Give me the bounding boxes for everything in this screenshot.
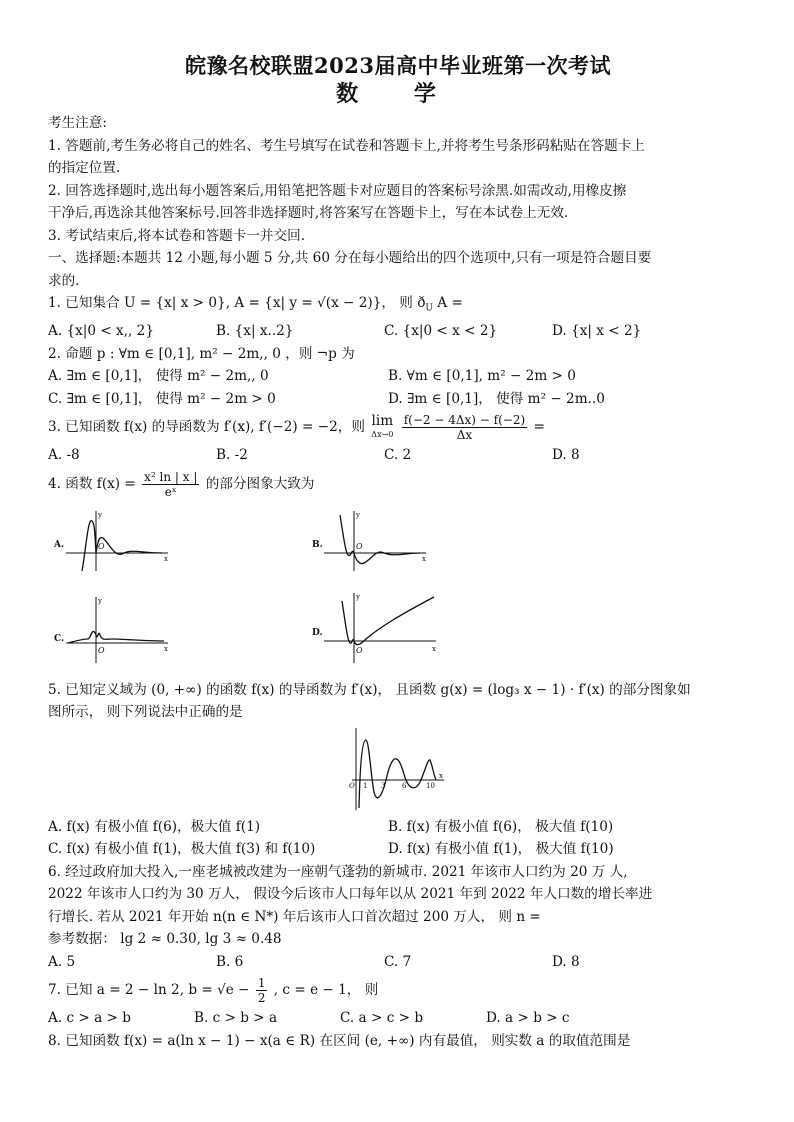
notice-block	[48, 112, 748, 247]
option-d[interactable]: D. {x| x < 2}	[552, 323, 642, 340]
option-a[interactable]: A. ∃m ∈ [0,1]， 使得 m² − 2m,, 0	[48, 368, 269, 385]
tick-label: 10	[426, 781, 435, 790]
option-c[interactable]: C. a > c > b	[340, 1010, 424, 1027]
question-1-options	[48, 320, 748, 343]
notice-line: 的指定位置.	[48, 160, 121, 176]
half-fraction: $\frac{1}{2}$	[257, 976, 266, 1006]
graph-label: D.	[312, 627, 323, 638]
limit-operator: lim Δx→0	[371, 412, 394, 439]
question-6-reference: 参考数据： lg 2 ≈ 0.30, lg 3 ≈ 0.48	[48, 931, 282, 948]
exam-title: 皖豫名校联盟2023届高中毕业班第一次考试	[185, 53, 611, 78]
option-d[interactable]: D. a > b > c	[486, 1010, 570, 1027]
tick-label: 1	[363, 781, 368, 790]
origin-label: O	[356, 541, 363, 551]
tick-label: 3	[381, 781, 386, 790]
option-c[interactable]: C. {x|0 < x < 2}	[384, 323, 498, 340]
question-4-graphs	[48, 505, 748, 673]
question-8-stem: 8. 已知函数 f(x) = a(ln x − 1) − x(a ∈ R) 在区间 (e, +∞) 内有最值， 则实数 a 的取值范围是	[48, 1032, 631, 1049]
y-axis-label: y	[356, 592, 360, 601]
graph-option-a[interactable]	[52, 509, 172, 573]
option-d[interactable]: D. f(x) 有极小值 f(1)， 极大值 f(10)	[388, 841, 614, 858]
origin-label: O	[98, 645, 105, 655]
origin-label: O	[356, 645, 363, 655]
graph-label: C.	[54, 633, 65, 644]
question-1-stem: 1. 已知集合 U = {x| x > 0}, A = {x| y = √(x − 2)}， 则 $ð_U$ A =	[48, 295, 463, 314]
question-6-stem: 6. 经过政府加大投入,一座老城被改建为一座朝气蓬勃的新城市. 2021 年该市人口约为 20 万 人,	[48, 863, 628, 880]
tick-label: 6	[402, 781, 407, 790]
graph-label: B.	[312, 539, 323, 550]
graph-option-d[interactable]	[310, 591, 440, 665]
question-3-options	[48, 444, 748, 467]
question-6-stem-cont: 行增长. 若从 2021 年开始 n(n ∈ N*) 年后该市人口首次超过 200 万人， 则 n =	[48, 908, 541, 925]
option-a[interactable]: A. -8	[48, 447, 80, 464]
origin-label: O	[349, 781, 355, 790]
question-6-options	[48, 951, 748, 974]
x-axis-label: x	[439, 771, 443, 780]
section-heading-cont: 求的.	[48, 272, 80, 289]
question-5-stem: 5. 已知定义域为 (0, +∞) 的函数 f(x) 的导函数为 f′(x)， 且函数 g(x) = (log₃ x − 1) · f′(x) 的部分图象如	[48, 681, 691, 698]
question-5-options-row2	[48, 838, 748, 861]
section-heading: 一、选择题:本题共 12 小题,每小题 5 分,共 60 分在每小题给出的四个选项中,只有一项是符合题目要	[48, 250, 652, 266]
g-function-graph	[346, 726, 446, 812]
y-axis-label: y	[98, 510, 102, 519]
question-5-stem-cont: 图所示， 则下列说法中正确的是	[48, 704, 243, 721]
option-a[interactable]: A. f(x) 有极小值 f(6)，极大值 f(1)	[48, 818, 261, 835]
notice-line: 干净后,再选涂其他答案标号.回答非选择题时,将答案写在答题卡上，写在本试卷上无效.	[48, 205, 569, 221]
x-axis-label: x	[164, 644, 168, 653]
option-d[interactable]: D. 8	[552, 447, 580, 464]
notice-line: 2. 回答选择题时,选出每小题答案后,用铅笔把答题卡对应题目的答案标号涂黑.如需改动,用橡皮擦	[48, 182, 627, 199]
y-axis-label: y	[98, 596, 102, 605]
graph-c-figure	[52, 595, 172, 665]
notice-line: 1. 答题前,考生务必将自己的姓名、考生号填写在试卷和答题卡上,并将考生号条形码粘贴在答题卡上	[48, 137, 645, 154]
exam-page	[48, 52, 748, 1052]
y-axis-label: y	[356, 510, 360, 519]
option-d[interactable]: D. ∃m ∈ [0,1]， 使得 m² − 2m..0	[388, 390, 605, 407]
graph-label: A.	[54, 539, 65, 550]
option-b[interactable]: B. 6	[216, 953, 244, 970]
graph-d-figure	[310, 591, 440, 665]
graph-option-c[interactable]	[52, 595, 172, 665]
option-b[interactable]: B. {x| x..2}	[216, 323, 294, 340]
option-a[interactable]: A. c > a > b	[48, 1010, 131, 1027]
option-b[interactable]: B. ∀m ∈ [0,1], m² − 2m > 0	[388, 368, 576, 385]
notice-heading: 考生注意:	[48, 115, 107, 131]
question-7-stem: 7. 已知 a = 2 − ln 2, b = √e − $\frac{1}{2}$ , c = e − 1， 则	[48, 976, 379, 1006]
option-a[interactable]: A. 5	[48, 953, 76, 970]
question-5-figure	[48, 724, 748, 816]
x-axis-label: x	[422, 554, 426, 563]
option-b[interactable]: B. c > b > a	[194, 1010, 278, 1027]
option-c[interactable]: C. 7	[384, 953, 412, 970]
limit-fraction: $\frac{f(-2 - 4\Delta x) - f(-2)}{\Delta x}$	[403, 413, 526, 443]
exam-subject: 数 学	[336, 81, 460, 107]
x-axis-label: x	[432, 644, 436, 653]
notice-line: 3. 考试结束后,将本试卷和答题卡一并交回.	[48, 227, 306, 244]
question-4-stem: 4. 函数 f(x) = $\frac{\text{x² ln | x |}}{\text{eˣ}}$ 的部分图象大致为	[48, 469, 315, 499]
option-b[interactable]: B. -2	[216, 447, 248, 464]
question-5-options-row1	[48, 816, 748, 839]
option-a[interactable]: A. {x|0 < x,, 2}	[48, 323, 154, 340]
option-c[interactable]: C. ∃m ∈ [0,1]， 使得 m² − 2m > 0	[48, 390, 276, 407]
question-6-stem-cont: 2022 年该市人口约为 30 万人， 假设今后该市人口每年以从 2021 年到 2022 年人口数的增长率进	[48, 886, 653, 903]
option-d[interactable]: D. 8	[552, 953, 580, 970]
graph-a-figure	[52, 509, 172, 573]
question-7-options	[48, 1007, 748, 1030]
question-2-options-row1	[48, 365, 748, 388]
question-2-stem: 2. 命题 p : ∀m ∈ [0,1], m² − 2m,, 0 ，则 ¬p 为	[48, 345, 355, 362]
x-axis-label: x	[164, 554, 168, 563]
question-3-stem: 3. 已知函数 f(x) 的导函数为 f′(x), f′(−2) = −2，则 lim Δx→0 $\frac{f(-2 - 4\Delta x) - f(-2)}{\Delta x}$ =	[48, 412, 545, 443]
option-c[interactable]: C. f(x) 有极小值 f(1)，极大值 f(3) 和 f(10)	[48, 841, 316, 858]
function-fraction: $\frac{\text{x² ln | x |}}{\text{eˣ}}$	[144, 469, 198, 499]
graph-option-b[interactable]	[310, 509, 430, 573]
option-b[interactable]: B. f(x) 有极小值 f(6)， 极大值 f(10)	[388, 818, 614, 835]
graph-b-figure	[310, 509, 430, 573]
origin-label: O	[98, 541, 105, 551]
option-c[interactable]: C. 2	[384, 447, 412, 464]
question-2-options-row2	[48, 388, 748, 411]
